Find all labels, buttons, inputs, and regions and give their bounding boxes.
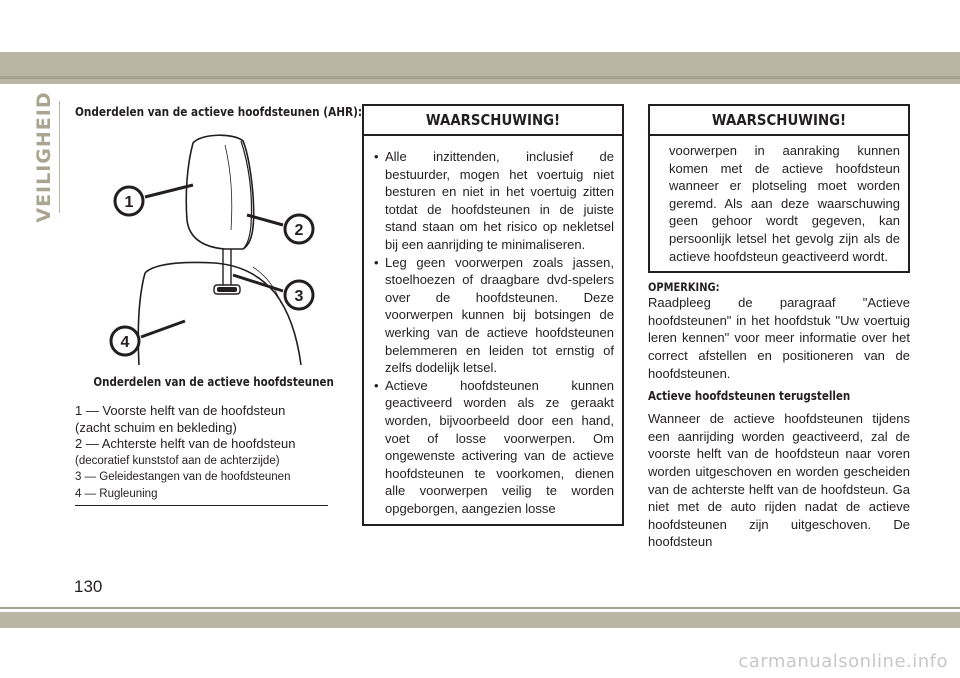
bullet: • <box>374 149 379 164</box>
watermark: carmanualsonline.info <box>738 651 948 672</box>
callout-1: 1 <box>124 194 134 211</box>
column-1 <box>75 104 363 506</box>
legend-line-6: 4 — Rugleuning <box>75 487 158 500</box>
legend-line-4: (decoratief kunststof aan de achterzijde) <box>75 454 280 467</box>
warning-title <box>364 106 622 136</box>
warning-title <box>650 106 908 136</box>
note-heading: OPMERKING: <box>648 280 720 295</box>
header-stripe <box>0 76 960 79</box>
warning-list <box>364 136 622 524</box>
column-2 <box>362 104 624 526</box>
bullet: • <box>374 254 379 270</box>
warning-item <box>374 254 614 377</box>
section-tab-divider <box>59 101 60 213</box>
footer-band <box>0 612 960 628</box>
body-text: Wanneer de actieve hoofdsteunen tijdens een aanrijding worden geactiveerd, zal de voorste helft van de hoofdsteun naar voren worden uitgeschoven en worden gescheiden van de achterste helft van de hoofdsteun. Ga niet met de auto rijden nadat de actieve hoofdsteunen zijn uitgeschoven. De hoofdsteun <box>648 411 910 550</box>
warning-box-continued <box>648 104 910 273</box>
legend-line-2: (zacht schuim en bekleding) <box>75 419 237 435</box>
legend-line-1: 1 — Voorste helft van de hoofdsteun <box>75 403 286 418</box>
warning-item-text: Leg geen voorwerpen zoals jassen, stoelhoezen of draagbare dvd-spelers over de hoofdsteunen. Deze voorwerpen kunnen bij botsingen de werking van de actieve hoofdsteunen belemmeren en leiden tot ernstig of zelfs dodelijk letsel. <box>385 254 614 376</box>
section-subheading: Actieve hoofdsteunen terugstellen <box>648 389 851 404</box>
warning-title-text: WAARSCHUWING! <box>425 111 561 129</box>
callout-4: 4 <box>120 334 130 351</box>
warning-item-text: Alle inzittenden, inclusief de bestuurder, mogen het voertuig niet besturen en niet in het voertuig zitten totdat de hoofdsteunen in de juiste stand staan om het risico op nekletsel bij een aanrijding te minimaliseren. <box>385 149 614 252</box>
headrest-illustration <box>75 125 337 365</box>
callout-3: 3 <box>294 288 304 305</box>
page-number: 130 <box>74 577 103 596</box>
callout-2: 2 <box>294 222 304 239</box>
warning-item-text: Actieve hoofdsteunen kunnen geactiveerd worden als ze geraakt worden, bijvoorbeeld door een hand, voet of losse voorwerpen. Om ongewenste activering van de actieve hoofdsteunen te voorkomen, dienen alle voorwerpen veilig te worden opgeborgen, aangezien losse <box>385 377 614 516</box>
header-band <box>0 52 960 84</box>
section-tab-label: VEILIGHEID <box>33 91 55 223</box>
warning-item <box>374 148 614 254</box>
footer-stripe <box>0 607 960 609</box>
legend-line-3: 2 — Achterste helft van de hoofdsteun <box>75 436 296 451</box>
warning-title-text: WAARSCHUWING! <box>711 111 847 129</box>
note-text: Raadpleeg de paragraaf "Actieve hoofdsteunen" in het hoofdstuk "Uw voertuig leren kennen" voor meer informatie over het correct afstellen en positioneren van de hoofdsteunen. <box>648 295 910 381</box>
legend-line-5: 3 — Geleidestangen van de hoofdsteunen <box>75 471 291 483</box>
warning-box <box>362 104 624 526</box>
warning-item <box>374 377 614 518</box>
bullet: • <box>374 377 379 393</box>
legend-rule <box>75 505 328 506</box>
figure-caption: Onderdelen van de actieve hoofdsteunen <box>93 375 334 389</box>
warning-continued-text: voorwerpen in aanraking kunnen komen met de actieve hoofdsteun wanneer er plotseling moet worden geremd. Als aan deze waarschuwing geen gehoor wordt gegeven, kan persoonlijk letsel het gevolg zijn als de actieve hoofdsteun geactiveerd wordt. <box>669 143 900 264</box>
headrest-figure <box>75 125 337 365</box>
figure-heading: Onderdelen van de actieve hoofdsteunen (AHR): <box>75 104 363 119</box>
section-tab <box>30 91 58 223</box>
column-3 <box>648 104 910 551</box>
figure-legend <box>75 403 337 502</box>
